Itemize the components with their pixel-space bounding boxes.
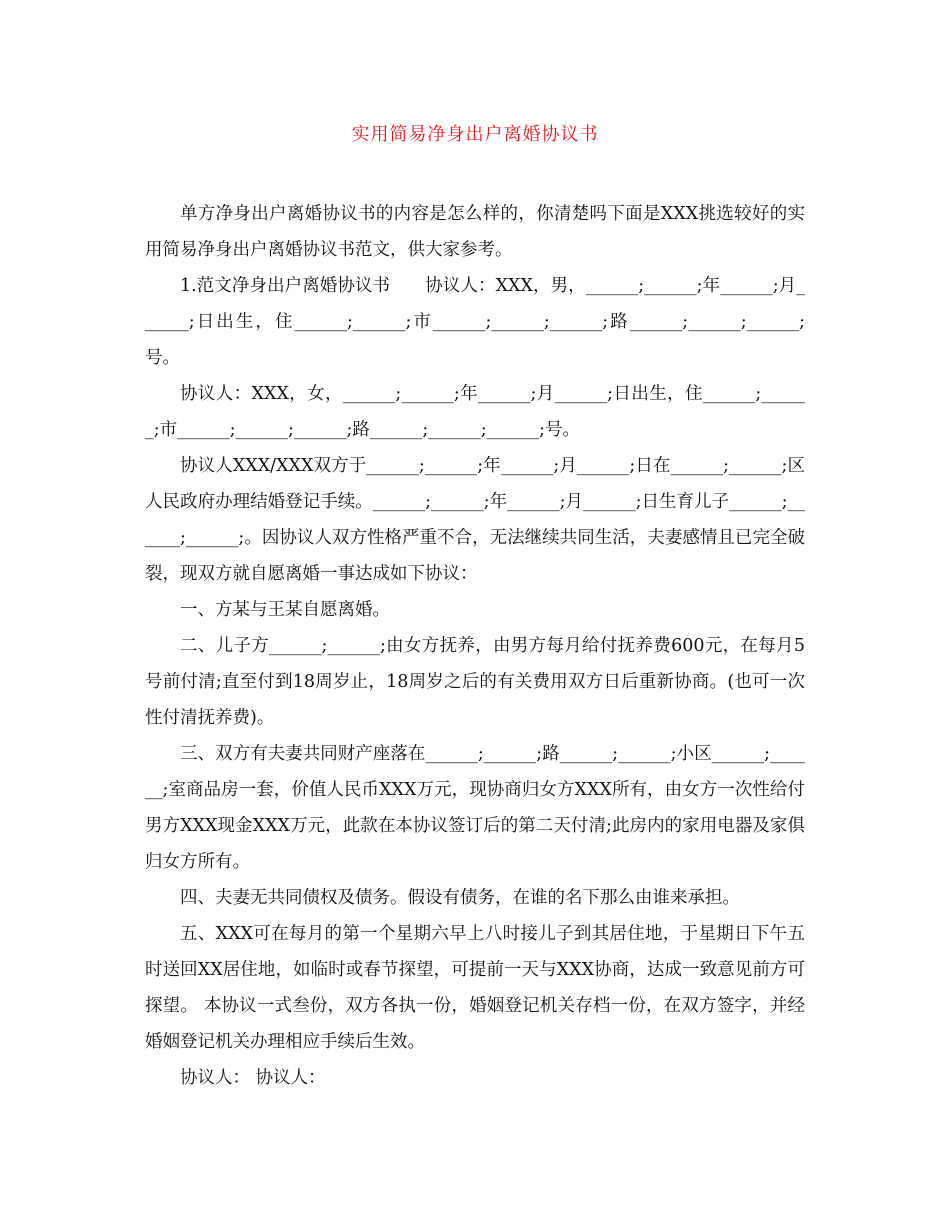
signature-line: 协议人： 协议人：	[180, 1068, 326, 1088]
document-title: 实用简易净身出户离婚协议书	[351, 124, 599, 145]
clause-5-paragraph: 五、XXX可在每月的第一个星期六早上八时接儿子到其居住地，于星期日下午五时送回XX居住地，如临时或春节探望，可提前一天与XXX协商，达成一致意见前方可探望。 本协议一式叁份，双方各执一份，婚姻登记机关存档一份，在双方签字，并经婚姻登记机关办理相应手续后生效。	[145, 924, 805, 1052]
clause-1-paragraph: 一、方某与王某自愿离婚。	[180, 600, 390, 620]
clause-2-paragraph: 二、儿子方______;______;由女方抚养，由男方每月给付抚养费600元，在每月5号前付清;直至付到18周岁止，18周岁之后的有关费用双方日后重新协商。(也可一次性付清抚养费)。	[145, 636, 805, 728]
intro-paragraph: 单方净身出户离婚协议书的内容是怎么样的，你清楚吗下面是XXX挑选较好的实用简易净身出户离婚协议书范文，供大家参考。	[145, 204, 805, 260]
clause-3-paragraph: 三、双方有夫妻共同财产座落在______;______;路______;______;小区______;______;室商品房一套，价值人民币XXX万元，现协商归女方XXX所有，由女方一次性给付男方XXX现金XXX万元，此款在本协议签订后的第二天付清;此房内的家用电器及家俱归女方所有。	[145, 744, 805, 872]
party-female-paragraph: 协议人：XXX，女，______;______;年______;月______;日出生，住______;______;市______;______;______;路______;______;______;号。	[145, 384, 805, 440]
marriage-info-paragraph: 协议人XXX/XXX双方于______;______;年______;月______;日在______;______;区人民政府办理结婚登记手续。______;______;年______;月______;日生育儿子______;______;______;。因协议人双方性格严重不合，无法继续共同生活，夫妻感情且已完全破裂，现双方就自愿离婚一事达成如下协议：	[145, 456, 805, 584]
party-male-paragraph: 1.范文净身出户离婚协议书 协议人：XXX，男，______;______;年______;月______;日出生，住______;______;市______;______;______;路______;______;______;号。	[145, 276, 805, 368]
document-page	[145, 118, 805, 1096]
clause-4-paragraph: 四、夫妻无共同债权及债务。假设有债务，在谁的名下那么由谁来承担。	[180, 888, 740, 908]
